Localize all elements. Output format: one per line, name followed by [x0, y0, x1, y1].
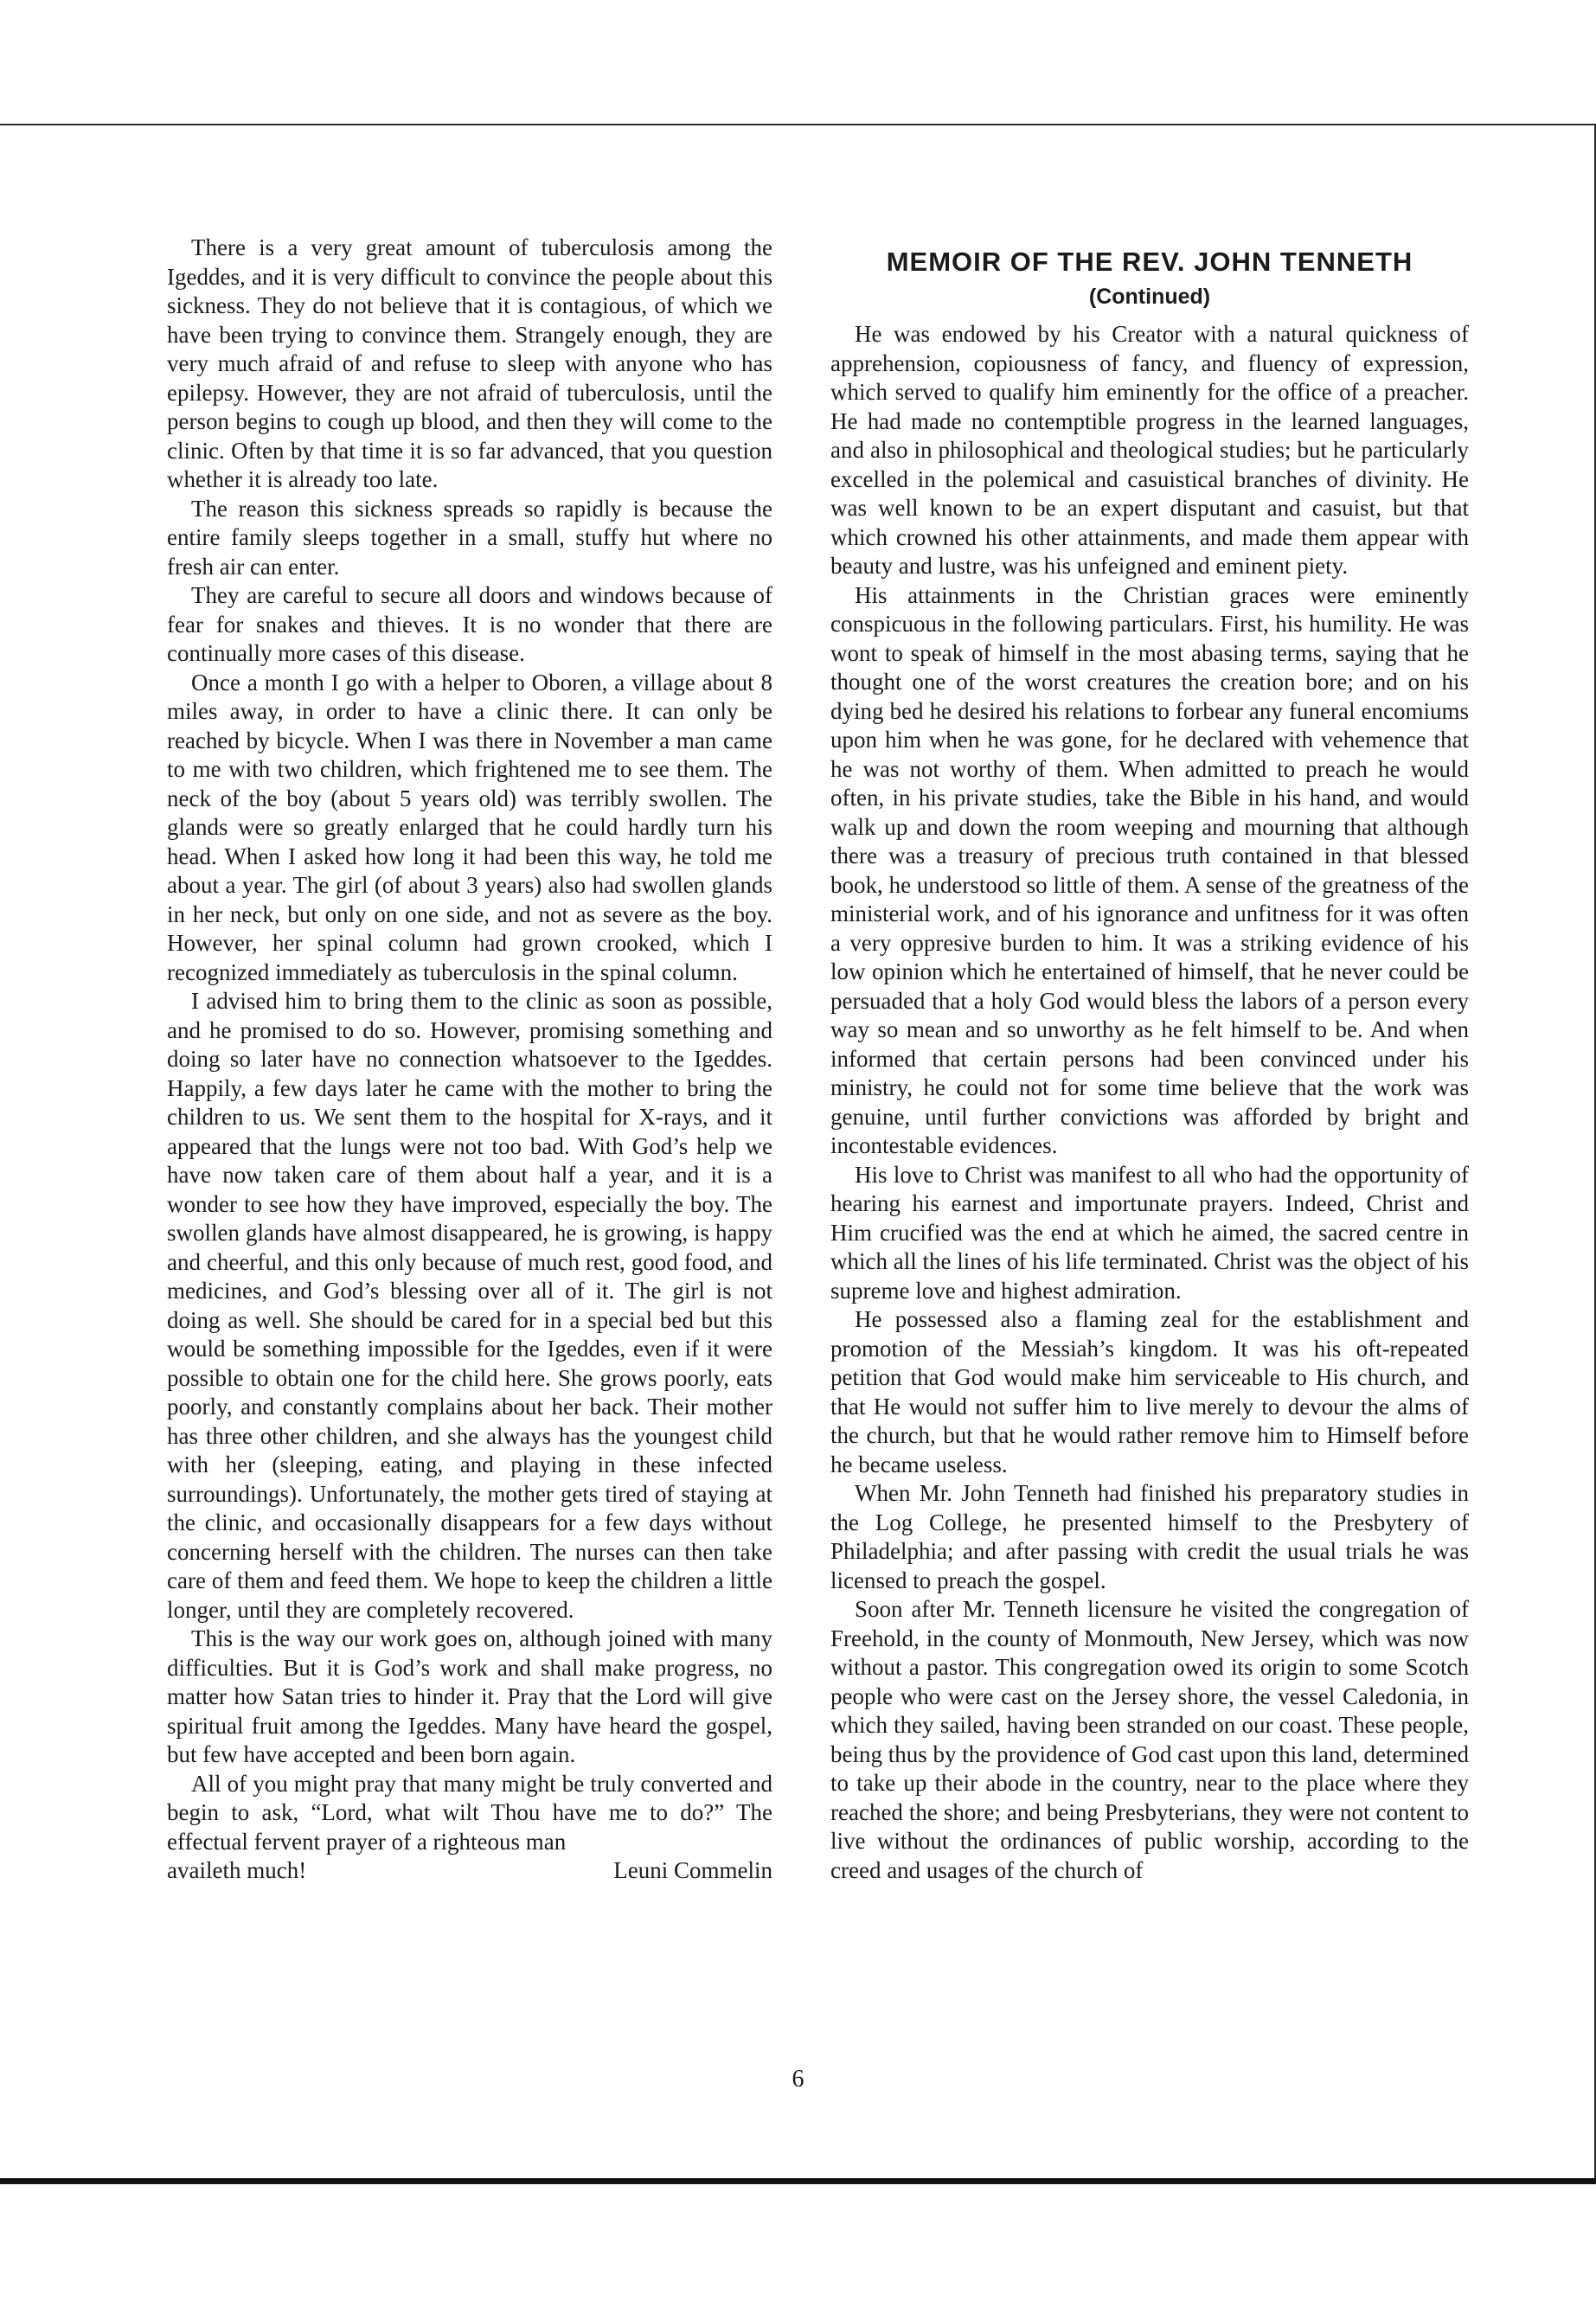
right-column-memoir [830, 234, 1469, 1885]
paragraph: There is a very great amount of tuberculosis among the Igeddes, and it is very difficult to convince the people about this sickness. They do not believe that it is contagious, of which we have been trying to convince them. Strangely enough, they are very much afraid of and refuse to sleep with anyone who has epilepsy. However, they are not afraid of tuberculosis, until the person begins to cough up blood, and then they will come to the clinic. Often by that time it is so far advanced, that you question whether it is already too late. [167, 234, 772, 492]
paragraph: I advised him to bring them to the clinic as soon as possible, and he promised to do so. However, promising something and doing so later have no connection whatsoever to the Igeddes. Happily, a few days later he came with the mother to bring the children to us. We sent them to the hospital for X-rays, and it appeared that the lungs were not too bad. With God’s help we have now taken care of them about half a year, and it is a wonder to see how they have improved, especially the boy. The swollen glands have almost disappeared, he is growing, is happy and cheerful, and this only because of much rest, good food, and medicines, and God’s blessing over all of it. The girl is not doing as well. She should be cared for in a special bed but this would be something impossible for the Igeddes, even if it were possible to obtain one for the child here. She grows poorly, eats poorly, and constantly complains about her back. Their mother has three other children, and she always has the youngest child with her (sleeping, eating, and playing in these infected surroundings). Unfortunately, the mother gets tired of staying at the clinic, and occasionally disappears for a few days without concerning herself with the children. The nurses can then take care of them and feed them. We hope to keep the children a little longer, until they are completely recovered. [167, 988, 772, 1623]
closing-last-line: availeth much! [167, 1857, 307, 1883]
paragraph: He possessed also a flaming zeal for the establishment and promotion of the Messiah’s kingdom. It was his oft-repeated petition that God would make him serviceable to His church, and that He would not suffer him to live merely to devour the alms of the church, but that he would rather remove him to Himself before he became useless. [830, 1306, 1469, 1477]
paragraph: He was endowed by his Creator with a natural quickness of apprehension, copiousness of fancy, and fluency of expression, which served to qualify him eminently for the office of a preacher. He had made no contemptible progress in the learned languages, and also in philosophical and theological studies; but he particularly excelled in the polemical and casuistical branches of divinity. He was well known to be an expert disputant and casuist, but that which crowned his other attainments, and made them appear with beauty and lustre, was his unfeigned and eminent piety. [830, 321, 1469, 579]
signoff-line [167, 1856, 772, 1886]
page-border-bottom [0, 2178, 1596, 2184]
paragraph: Soon after Mr. Tenneth licensure he visited the congregation of Freehold, in the county of Monmouth, New Jersey, which was now without a pastor. This congregation owed its origin to some Scotch people who were cast on the Jersey shore, the vessel Caledonia, in which they sailed, having been stranded on our coast. These people, being thus by the providence of God cast upon this land, determined to take up their abode in the country, near to the place where they reached the shore; and being Presbyterians, they were not content to live without the ordinances of public worship, according to the creed and usages of the church of [830, 1596, 1469, 1883]
memoir-title: MEMOIR OF THE REV. JOHN TENNETH [886, 247, 1413, 277]
paragraph: They are careful to secure all doors and windows because of fear for snakes and thieves. It is no wonder that there are continually more cases of this disease. [167, 582, 772, 666]
closing-paragraph: All of you might pray that many might be truly converted and begin to ask, “Lord, what wilt Thou have me to do?” The effectual fervent prayer of a righteous man [167, 1770, 772, 1855]
paragraph: The reason this sickness spreads so rapidly is because the entire family sleeps together in a small, stuffy hut where no fresh air can enter. [167, 495, 772, 580]
paragraph: When Mr. John Tenneth had finished his preparatory studies in the Log College, he presented himself to the Presbytery of Philadelphia; and after passing with credit the usual trials he was licensed to preach the gospel. [830, 1480, 1469, 1593]
paragraph: This is the way our work goes on, although joined with many difficulties. But it is God’s work and shall make progress, no matter how Satan tries to hinder it. Pray that the Lord will give spiritual fruit among the Igeddes. Many have heard the gospel, but few have accepted and been born again. [167, 1625, 772, 1767]
page-border-top [0, 124, 1596, 125]
page-number: 6 [792, 2066, 804, 2093]
paragraph: His attainments in the Christian graces were eminently conspicuous in the following particulars. First, his humility. He was wont to speak of himself in the most abasing terms, saying that he thought one of the worst creatures the creation bore; and on his dying bed he desired his relations to forbear any funeral encomiums upon him when he was gone, for he declared with vehemence that he was not worthy of them. When admitted to preach he would often, in his private studies, take the Bible in his hand, and would walk up and down the room weeping and mourning that although there was a treasury of precious truth contained in that blessed book, he understood so little of them. A sense of the greatness of the ministerial work, and of his ignorance and unfitness for it was often a very oppresive burden to him. It was a striking evidence of his low opinion which he entertained of himself, that he never could be persuaded that a holy God would bless the labors of a person every way so mean and so unworthy as he felt himself to be. And when informed that certain persons had been convinced under his ministry, he could not for some time believe that the work was genuine, until further convictions was afforded by bright and incontestable evidences. [830, 581, 1469, 1158]
left-column-article [167, 234, 772, 1886]
paragraph: Once a month I go with a helper to Oboren, a village about 8 miles away, in order to have a clinic there. It can only be reached by bicycle. When I was there in November a man came to me with two children, which frightened me to see them. The neck of the boy (about 5 years old) was terribly swollen. The glands were so greatly enlarged that he could hardly turn his head. When I asked how long it had been this way, he told me about a year. The girl (of about 3 years) also had swollen glands in her neck, but only on one side, and not as severe as the boy. However, her spinal column had grown crooked, which I recognized immediately as tuberculosis in the spinal column. [167, 669, 772, 985]
memoir-subtitle: (Continued) [1088, 285, 1211, 309]
paragraph: His love to Christ was manifest to all who had the opportunity of hearing his earnest and importunate prayers. Indeed, Christ and Him crucified was the end at which he aimed, the sacred centre in which all the lines of his life terminated. Christ was the object of his supreme love and highest admiration. [830, 1161, 1469, 1304]
author-signature: Leuni Commelin [613, 1857, 772, 1883]
